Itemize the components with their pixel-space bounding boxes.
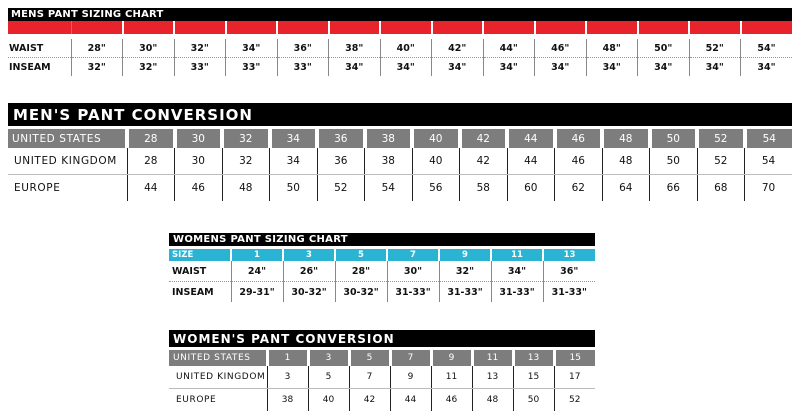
table-cell: 40" [380,39,432,58]
header-cell: 36 [317,129,365,148]
header-cell: 3 [308,350,349,366]
table-cell: 28 [127,148,175,175]
womens-us-header-row [169,350,595,366]
header-cell: 11 [472,350,513,366]
table-cell: 46" [535,39,587,58]
table-cell: 7 [349,366,390,389]
table-cell: 30-32" [335,282,387,303]
table-cell: 31-33" [387,282,439,303]
table-cell: 60 [507,175,555,202]
header-cell: 50 [650,129,698,148]
table-cell: 28" [71,39,123,58]
table-cell: 36 [317,148,365,175]
row-label: UNITED KINGDOM [169,366,267,389]
table-cell: 54 [365,175,413,202]
table-cell: 46 [431,389,472,412]
womens-size-header-row [169,249,595,261]
mens-inseam-row [8,58,792,77]
mens-europe-row [8,175,792,202]
table-cell: 34" [329,58,381,77]
header-cell: 5 [335,249,387,261]
table-cell: 48" [586,39,638,58]
table-cell: 33" [226,58,278,77]
mens-uk-row [8,148,792,175]
table-cell: 36" [543,261,595,282]
table-cell: 11 [431,366,472,389]
table-cell: 32" [123,58,175,77]
womens-inseam-row [169,282,595,303]
row-label: SIZE [169,249,231,261]
table-cell: 3 [267,366,308,389]
table-cell: 54" [741,39,793,58]
row-label: INSEAM [8,58,71,77]
table-cell: 54 [745,148,793,175]
header-cell: 1 [231,249,283,261]
header-cell: 32 [222,129,270,148]
table-cell: 34" [226,39,278,58]
mens-conversion-table [8,126,792,201]
table-cell: 64 [602,175,650,202]
table-cell: 34" [586,58,638,77]
table-cell: 33" [174,58,226,77]
table-cell: 30" [387,261,439,282]
table-cell: 48 [472,389,513,412]
table-cell: 44 [507,148,555,175]
table-cell: 29-31" [231,282,283,303]
header-cell: 7 [390,350,431,366]
table-cell: 36" [277,39,329,58]
table-cell: 31-33" [491,282,543,303]
womens-sizing-table [169,246,595,302]
table-cell: 32" [71,58,123,77]
header-cell: 15 [554,350,595,366]
header-cell: 40 [412,129,460,148]
header-cell: 46 [555,129,603,148]
table-cell: 13 [472,366,513,389]
table-cell: 42" [432,39,484,58]
womens-conversion-title: WOMEN'S PANT CONVERSION [169,330,595,347]
mens-conversion-title: MEN'S PANT CONVERSION [8,103,792,126]
header-cell: 38 [365,129,413,148]
table-cell: 68 [697,175,745,202]
mens-sizing-title: MENS PANT SIZING CHART [8,8,792,21]
table-cell: 48 [602,148,650,175]
mens-waist-row [8,39,792,58]
table-cell: 33" [277,58,329,77]
row-label: UNITED KINGDOM [8,148,127,175]
table-cell: 56 [412,175,460,202]
table-cell: 24" [231,261,283,282]
table-cell: 26" [283,261,335,282]
header-cell: 11 [491,249,543,261]
table-cell: 52 [697,148,745,175]
table-cell: 34 [270,148,318,175]
womens-europe-row [169,389,595,412]
row-label: UNITED STATES [169,350,267,366]
womens-sizing-title: WOMENS PANT SIZING CHART [169,233,595,246]
table-cell: 44 [127,175,175,202]
header-cell: 7 [387,249,439,261]
table-cell: 44" [483,39,535,58]
table-cell: 34" [757,61,776,73]
table-cell: 52 [317,175,365,202]
womens-conversion-table [169,347,595,411]
table-cell: 42 [349,389,390,412]
table-cell: 70 [761,182,776,194]
womens-uk-row [169,366,595,389]
table-cell: 38 [267,389,308,412]
table-cell: 52" [689,39,741,58]
header-cell: 30 [175,129,223,148]
header-cell: 44 [507,129,555,148]
table-cell: 32" [439,261,491,282]
womens-conversion-section [169,330,595,411]
header-cell: 1 [267,350,308,366]
table-cell: 32" [174,39,226,58]
table-cell: 31-33" [439,282,491,303]
header-cell: 28 [127,129,175,148]
header-cell: 3 [283,249,335,261]
table-cell: 38" [329,39,381,58]
table-cell: 30 [175,148,223,175]
table-cell: 30" [123,39,175,58]
table-cell: 30-32" [283,282,335,303]
header-cell: 13 [543,249,595,261]
row-label: WAIST [169,261,231,282]
mens-sizing-table [8,21,792,76]
womens-sizing-section [169,233,595,302]
table-cell: 40 [308,389,349,412]
table-cell: 28" [335,261,387,282]
table-cell: 50 [513,389,554,412]
header-cell: 54 [745,129,793,148]
table-cell: 31-33" [551,286,587,298]
header-cell: 13 [513,350,554,366]
header-cell: 48 [602,129,650,148]
row-label: WAIST [8,39,71,58]
table-cell: 17 [554,366,595,389]
table-cell: 50 [650,148,698,175]
header-cell: 34 [270,129,318,148]
table-cell: 52 [569,395,581,405]
header-cell: 52 [697,129,745,148]
table-cell: 34" [483,58,535,77]
table-cell: 46 [555,148,603,175]
table-cell: 62 [555,175,603,202]
row-label: EUROPE [8,175,127,202]
table-cell: 34" [535,58,587,77]
table-cell: 50 [270,175,318,202]
table-cell: 66 [650,175,698,202]
womens-waist-row [169,261,595,282]
mens-us-header-row [8,129,792,148]
table-cell: 32 [222,148,270,175]
mens-sizing-section [8,8,792,76]
table-cell: 34" [432,58,484,77]
row-label: EUROPE [169,389,267,412]
table-cell: 9 [390,366,431,389]
table-cell: 42 [460,148,508,175]
header-cell: 42 [460,129,508,148]
mens-sizing-accent-row [8,21,792,34]
mens-conversion-section [8,103,792,201]
table-cell: 44 [390,389,431,412]
table-cell: 48 [222,175,270,202]
table-cell: 40 [412,148,460,175]
table-cell: 34" [689,58,741,77]
table-cell: 46 [175,175,223,202]
header-cell: 5 [349,350,390,366]
table-cell: 5 [308,366,349,389]
row-label: INSEAM [169,282,231,303]
row-label: UNITED STATES [8,129,127,148]
header-cell: 9 [431,350,472,366]
table-cell: 34" [380,58,432,77]
table-cell: 38 [365,148,413,175]
table-cell: 34" [638,58,690,77]
table-cell: 15 [513,366,554,389]
table-cell: 34" [491,261,543,282]
table-cell: 58 [460,175,508,202]
header-cell: 9 [439,249,491,261]
table-cell: 50" [638,39,690,58]
